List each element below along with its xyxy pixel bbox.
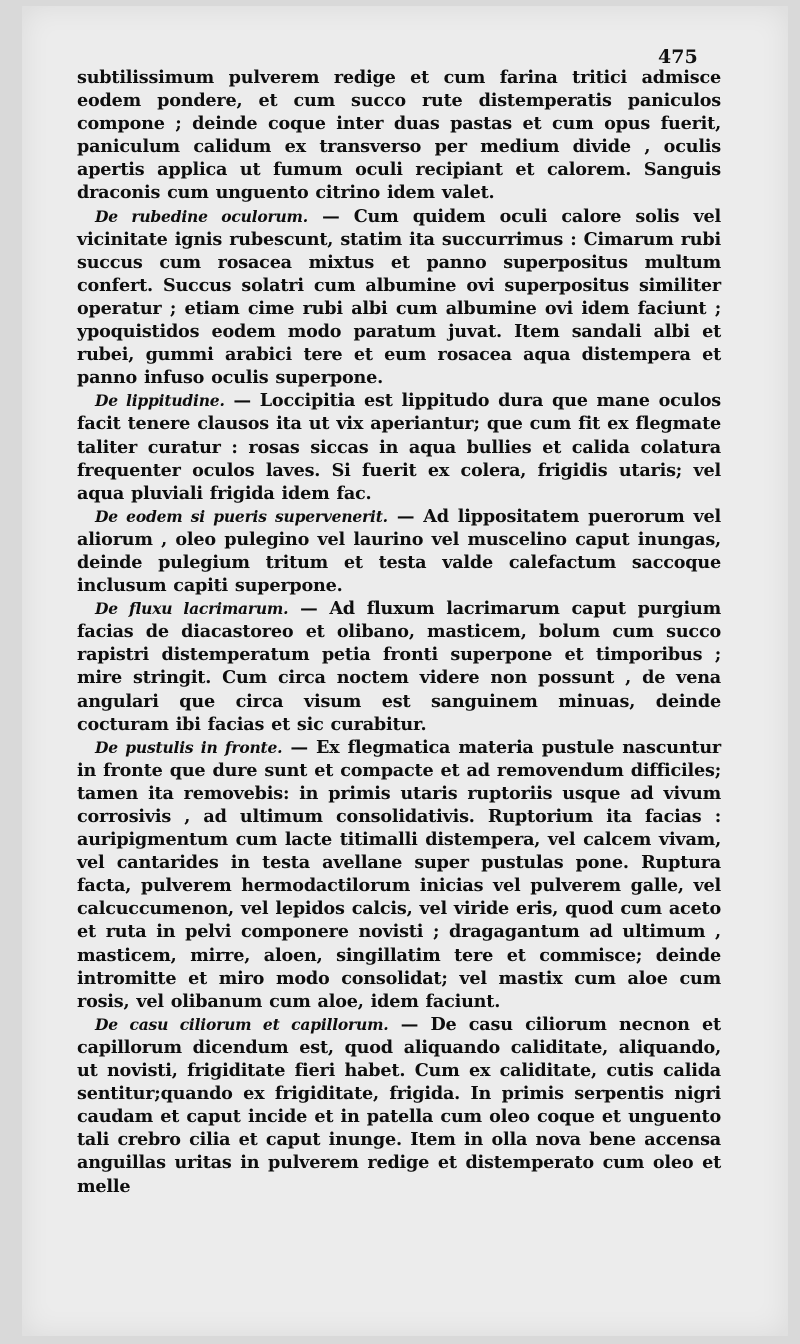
book-page (22, 6, 788, 1336)
page-text (77, 66, 721, 1198)
paragraph (77, 597, 721, 736)
paragraph-text: — Cum quidem oculi calore solis vel vicinitate ignis rubescunt, statim ita succurrimus : Cimarum rubi succus cum rosacea mixtus et panno superpositus multum confert. Succus solatri cum albumine ovi superpositus similiter operatur ; etiam cime rubi albi cum albumine ovi idem faciunt ; ypoquistidos eodem modo paratum juvat. Item sandali albi et rubei, gummi arabici tere et eum rosacea aqua distempera et panno infuso oculis superpone. (77, 205, 721, 389)
page-number: 475 (658, 46, 698, 68)
paragraph (77, 505, 721, 597)
paragraph-text: — Ad fluxum lacrimarum caput purgium facias de diacastoreo et olibano, masticem, bolum cum succo rapistri distemperatum petia fronti superpone et timporibus ; mire stringit. Cum circa noctem videre non possunt , de vena angulari que circa visum est sanguinem minuas, deinde cocturam ibi facias et sic curabitur. (77, 598, 721, 735)
paragraph (77, 1013, 721, 1198)
paragraph-text: subtilissimum pulverem redige et cum farina tritici admisce eodem pondere, et cum succo rute distemperatis paniculos compone ; deinde coque inter duas pastas et cum opus fuerit, paniculum calidum ex transverso per medium divide , oculis apertis applica ut fumum oculi recipiant et calorem. Sanguis draconis cum unguento citrino idem valet. (77, 67, 721, 204)
section-heading: De casu ciliorum et capillorum. (95, 1014, 389, 1034)
section-heading: De lippitudine. (95, 391, 225, 411)
paragraph-text: — Ad lippositatem puerorum vel aliorum , oleo pulegino vel laurino vel muscelino caput inungas, deinde pulegium tritum et testa valde calefactum saccoque inclusum capiti superpone. (77, 505, 721, 597)
paragraph (77, 736, 721, 1013)
section-heading: De fluxu lacrimarum. (95, 599, 289, 619)
paragraph-text: — De casu ciliorum necnon et capillorum dicendum est, quod aliquando caliditate, aliquando, ut novisti, frigiditate fieri habet. Cum ex caliditate, cutis calida sentitur;quando ex frigiditate, frigida. In primis serpentis nigri caudam et caput incide et in patella cum oleo coque et unguento tali crebro cilia et caput inunge. Item in olla nova bene accensa anguillas uritas in pulverem redige et distemperato cum oleo et melle (77, 1013, 721, 1197)
paragraph (77, 66, 721, 205)
paragraph-text: — Loccipitia est lippitudo dura que mane oculos facit tenere clausos ita ut vix aperiantur; que cum fit ex flegmate taliter curatur : rosas siccas in aqua bullies et calida colatura frequenter oculos laves. Si fuerit ex colera, frigidis utaris; vel aqua pluviali frigida idem fac. (77, 390, 721, 504)
section-heading: De rubedine oculorum. (95, 206, 308, 226)
paragraph (77, 389, 721, 504)
paragraph-text: — Ex flegmatica materia pustule nascuntur in fronte que dure sunt et compacte et ad removendum difficiles; tamen ita removebis: in primis utaris ruptoriis usque ad vivum corrosivis , ad ultimum consolidativis. Ruptorium ita facias : auripigmentum cum lacte titimalli distempera, vel calcem vivam, vel cantarides in testa avellane super pustulas pone. Ruptura facta, pulverem hermodactilorum inicias vel pulverem galle, vel calcuccumenon, vel lepidos calcis, vel viride eris, quod cum aceto et ruta in pelvi componere novisti ; dragagantum ad ultimum , masticem, mirre, aloen, singillatim tere et commisce; deinde intromitte et miro modo consolidat; vel mastix cum aloe cum rosis, vel olibanum cum aloe, idem faciunt. (77, 736, 721, 1012)
section-heading: De eodem si pueris supervenerit. (95, 506, 388, 526)
paragraph (77, 205, 721, 390)
section-heading: De pustulis in fronte. (95, 737, 283, 757)
